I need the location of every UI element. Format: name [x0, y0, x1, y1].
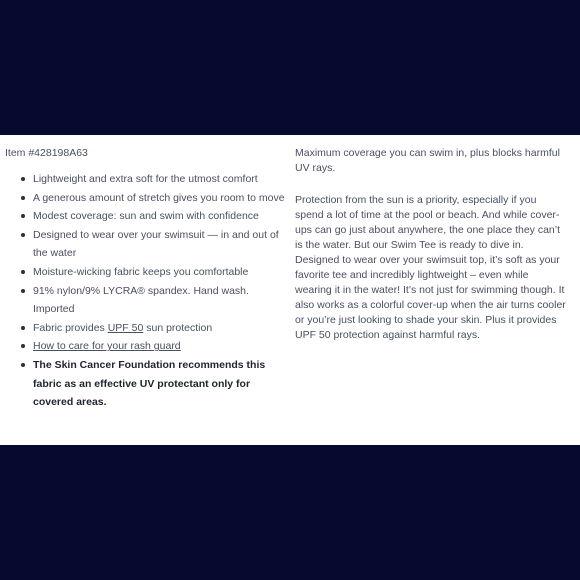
care-instructions-link[interactable]: How to care for your rash guard	[33, 340, 181, 353]
skin-cancer-foundation-note: The Skin Cancer Foundation recommends this fabric as an effective UV protectant only for covered areas.	[21, 356, 285, 412]
upf-suffix: sun protection	[143, 321, 213, 334]
upf-50-link[interactable]: UPF 50	[107, 321, 144, 334]
product-description-column	[295, 146, 567, 343]
feature-item-upf	[21, 319, 285, 338]
product-specs-column	[5, 146, 285, 412]
feature-list	[5, 170, 285, 412]
upf-prefix: Fabric provides	[33, 321, 108, 334]
feature-item: Designed to wear over your swimsuit — in and out of the water	[21, 226, 285, 263]
product-summary: Maximum coverage you can swim in, plus blocks harmful UV rays.	[295, 147, 560, 174]
product-description: Protection from the sun is a priority, especially if you spend a lot of time at the pool or beach. And while cover-ups can go just about anywhere, the one place they can’t is the water. But our Swim Tee is ready to dive in. Designed to wear over your swimsuit top, it’s soft as your favorite tee and incredibly lightweight – even while wearing it in the water! It’s not just for swimming though. It also works as a colorful cover-up when the air turns cooler or you’re just looking to shade your skin. Plus it provides UPF 50 protection against harmful rays.	[295, 194, 566, 341]
product-details-panel	[0, 135, 580, 445]
feature-item: A generous amount of stretch gives you room to move	[21, 189, 285, 208]
feature-item: Modest coverage: sun and swim with confidence	[21, 207, 285, 226]
feature-item: Lightweight and extra soft for the utmost comfort	[21, 170, 285, 189]
feature-item-care	[21, 337, 285, 356]
feature-item: Moisture-wicking fabric keeps you comfortable	[21, 263, 285, 282]
feature-item: 91% nylon/9% LYCRA® spandex. Hand wash. Imported	[21, 282, 285, 319]
item-number: Item #428198A63	[5, 147, 88, 159]
